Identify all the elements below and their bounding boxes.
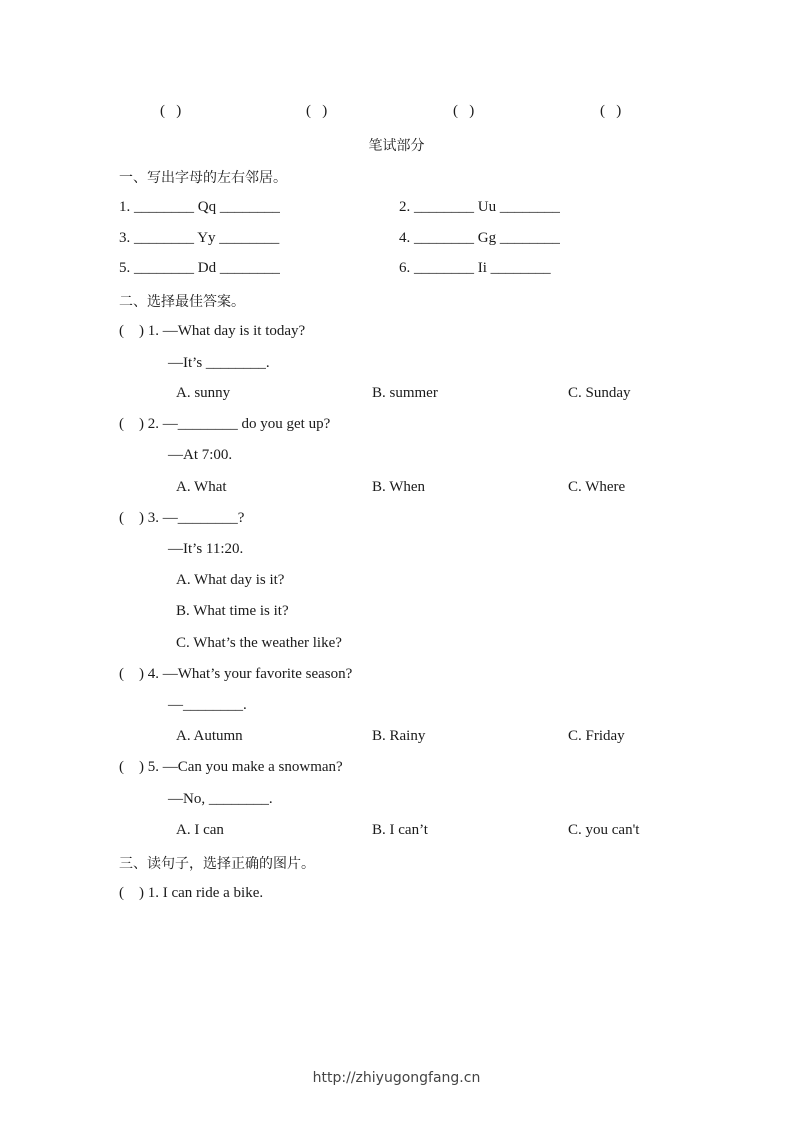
q2-option-b: B. When (372, 479, 426, 495)
section2-heading: 二、选择最佳答案。 (119, 294, 245, 310)
q2-stem: ( ) 2. —________ do you get up? (119, 416, 331, 432)
q2-option-c: C. Where (568, 479, 626, 495)
q5-option-b: B. I can’t (372, 822, 428, 838)
letter-item-3: 3. ________ Yy ________ (119, 230, 280, 246)
q1-option-b: B. summer (372, 385, 438, 401)
answer-paren-1: ( ) (160, 103, 182, 119)
q3-option-a: A. What day is it? (176, 572, 285, 588)
letter-item-5: 5. ________ Dd ________ (119, 260, 280, 276)
q4-option-b: B. Rainy (372, 728, 426, 744)
page-title: 笔试部分 (368, 138, 425, 154)
q2-option-a: A. What (176, 479, 227, 495)
q2-response: —At 7:00. (168, 447, 233, 463)
q4-stem: ( ) 4. —What’s your favorite season? (119, 666, 353, 682)
q4-response: —________. (168, 697, 247, 713)
s3-q1-stem: ( ) 1. I can ride a bike. (119, 885, 264, 901)
q1-response: —It’s ________. (168, 355, 270, 371)
letter-item-2: 2. ________ Uu ________ (399, 199, 560, 215)
answer-paren-2: ( ) (306, 103, 328, 119)
q1-option-a: A. sunny (176, 385, 231, 401)
q5-stem: ( ) 5. —Can you make a snowman? (119, 759, 343, 775)
q5-response: —No, ________. (168, 791, 273, 807)
section3-heading: 三、读句子，选择正确的图片。 (119, 856, 315, 872)
footer-url[interactable]: http://zhiyugongfang.cn (312, 1070, 481, 1086)
answer-paren-3: ( ) (453, 103, 475, 119)
letter-item-6: 6. ________ Ii ________ (399, 260, 551, 276)
letter-item-4: 4. ________ Gg ________ (399, 230, 560, 246)
section1-heading: 一、写出字母的左右邻居。 (119, 170, 287, 186)
q5-option-a: A. I can (176, 822, 224, 838)
letter-item-1: 1. ________ Qq ________ (119, 199, 280, 215)
q1-option-c: C. Sunday (568, 385, 631, 401)
q4-option-a: A. Autumn (176, 728, 243, 744)
q4-option-c: C. Friday (568, 728, 625, 744)
q3-stem: ( ) 3. —________? (119, 510, 245, 526)
q5-option-c: C. you can't (568, 822, 640, 838)
q3-option-b: B. What time is it? (176, 603, 289, 619)
q3-response: —It’s 11:20. (168, 541, 244, 557)
q1-stem: ( ) 1. —What day is it today? (119, 323, 306, 339)
q3-option-c: C. What’s the weather like? (176, 635, 342, 651)
answer-paren-4: ( ) (600, 103, 622, 119)
